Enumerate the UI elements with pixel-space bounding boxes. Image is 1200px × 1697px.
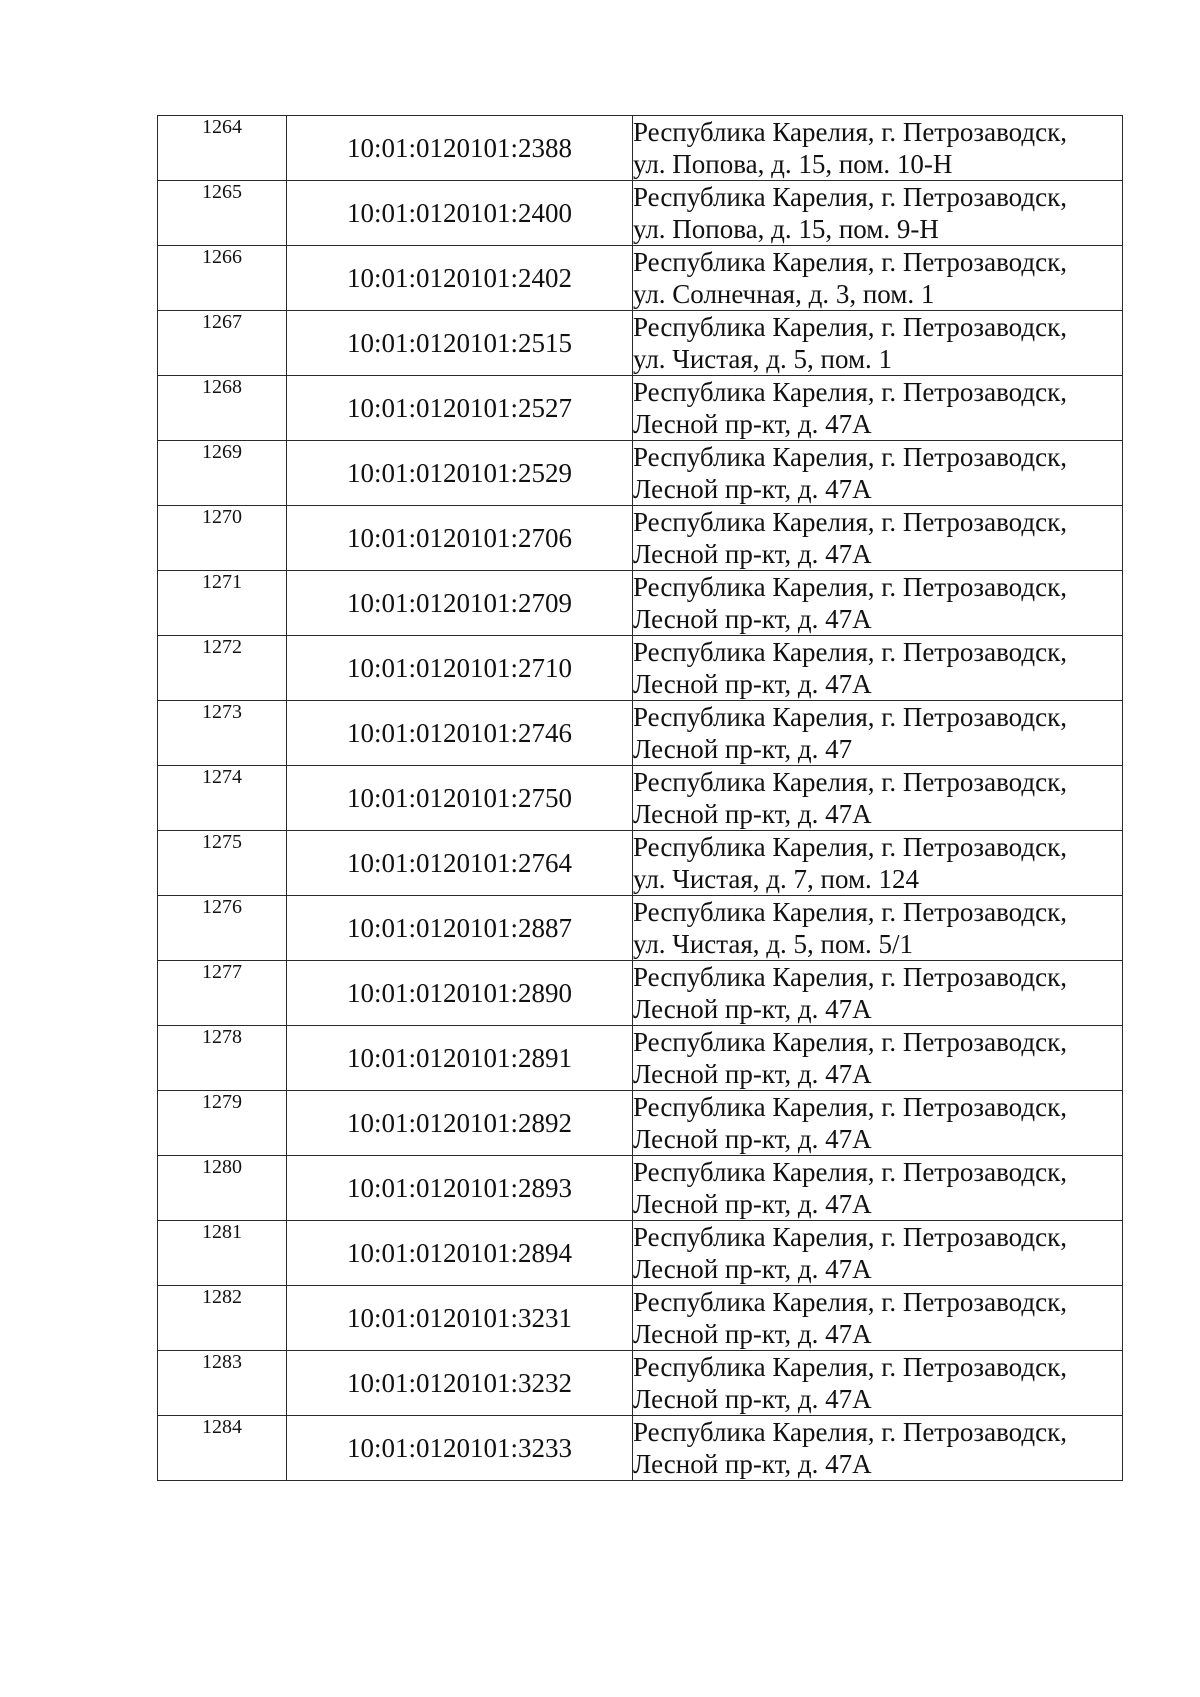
cadastral-number: 10:01:0120101:2892 (346, 1107, 572, 1138)
row-number: 1284 (202, 1416, 242, 1438)
row-number: 1268 (202, 376, 242, 398)
cadastral-number: 10:01:0120101:3231 (346, 1302, 572, 1333)
row-number-cell (158, 1026, 287, 1091)
cadastral-number-cell (287, 1416, 633, 1481)
cadastral-number-cell (287, 116, 633, 181)
address-cell (633, 831, 1123, 896)
cadastral-number-cell (287, 701, 633, 766)
address-line-1: Республика Карелия, г. Петрозаводск, (633, 1287, 1067, 1317)
row-number: 1272 (202, 636, 242, 658)
cadastral-number-cell (287, 1156, 633, 1221)
cadastral-number-cell (287, 766, 633, 831)
address-cell (633, 1351, 1123, 1416)
address-line-1: Республика Карелия, г. Петрозаводск, (633, 897, 1067, 927)
cadastral-number: 10:01:0120101:2527 (346, 392, 572, 423)
table-row (158, 701, 1123, 766)
row-number-cell (158, 1221, 287, 1286)
address-line-1: Республика Карелия, г. Петрозаводск, (633, 572, 1067, 602)
address-cell (633, 1091, 1123, 1156)
row-number: 1277 (202, 961, 242, 983)
address-cell (633, 181, 1123, 246)
cadastral-number-cell (287, 961, 633, 1026)
table-row (158, 311, 1123, 376)
row-number: 1283 (202, 1351, 242, 1373)
address-line-2: Лесной пр-кт, д. 47А (633, 1449, 872, 1479)
address-line-2: ул. Чистая, д. 5, пом. 1 (633, 344, 893, 374)
address-line-1: Республика Карелия, г. Петрозаводск, (633, 1352, 1067, 1382)
address-cell (633, 1286, 1123, 1351)
address-line-2: Лесной пр-кт, д. 47А (633, 1189, 872, 1219)
row-number: 1264 (202, 116, 242, 138)
cadastral-number-cell (287, 1221, 633, 1286)
address-cell (633, 311, 1123, 376)
address-cell (633, 1156, 1123, 1221)
address-line-1: Республика Карелия, г. Петрозаводск, (633, 1157, 1067, 1187)
address-line-1: Республика Карелия, г. Петрозаводск, (633, 1417, 1067, 1447)
table-row (158, 1026, 1123, 1091)
address-cell (633, 441, 1123, 506)
row-number: 1273 (202, 701, 242, 723)
row-number-cell (158, 1416, 287, 1481)
table-row (158, 961, 1123, 1026)
address-line-2: Лесной пр-кт, д. 47А (633, 1319, 872, 1349)
cadastral-number: 10:01:0120101:2388 (346, 132, 572, 163)
address-line-2: Лесной пр-кт, д. 47А (633, 799, 872, 829)
table-row (158, 181, 1123, 246)
cadastral-number-cell (287, 376, 633, 441)
table-row (158, 1156, 1123, 1221)
row-number-cell (158, 831, 287, 896)
row-number-cell (158, 636, 287, 701)
address-cell (633, 701, 1123, 766)
row-number-cell (158, 1351, 287, 1416)
address-line-1: Республика Карелия, г. Петрозаводск, (633, 377, 1067, 407)
address-line-1: Республика Карелия, г. Петрозаводск, (633, 312, 1067, 342)
address-line-1: Республика Карелия, г. Петрозаводск, (633, 702, 1067, 732)
address-line-2: Лесной пр-кт, д. 47А (633, 669, 872, 699)
address-cell (633, 246, 1123, 311)
address-line-2: Лесной пр-кт, д. 47А (633, 604, 872, 634)
row-number-cell (158, 116, 287, 181)
cadastral-number-cell (287, 506, 633, 571)
cadastral-number: 10:01:0120101:2893 (346, 1172, 572, 1203)
cadastral-number: 10:01:0120101:2402 (346, 262, 572, 293)
row-number: 1269 (202, 441, 242, 463)
address-line-2: ул. Попова, д. 15, пом. 9-Н (633, 214, 939, 244)
address-cell (633, 766, 1123, 831)
row-number: 1267 (202, 311, 242, 333)
table-row (158, 116, 1123, 181)
address-line-2: Лесной пр-кт, д. 47А (633, 1384, 872, 1414)
row-number-cell (158, 246, 287, 311)
cadastral-number-cell (287, 311, 633, 376)
table-row (158, 831, 1123, 896)
cadastral-number: 10:01:0120101:2894 (346, 1237, 572, 1268)
row-number: 1266 (202, 246, 242, 268)
address-line-2: ул. Чистая, д. 7, пом. 124 (633, 864, 920, 894)
table-row (158, 1091, 1123, 1156)
row-number: 1271 (202, 571, 242, 593)
row-number: 1275 (202, 831, 242, 853)
table-row (158, 441, 1123, 506)
address-line-1: Республика Карелия, г. Петрозаводск, (633, 1027, 1067, 1057)
address-line-2: Лесной пр-кт, д. 47А (633, 994, 872, 1024)
address-line-2: Лесной пр-кт, д. 47А (633, 474, 872, 504)
row-number: 1281 (202, 1221, 242, 1243)
row-number-cell (158, 1286, 287, 1351)
cadastral-number: 10:01:0120101:3233 (346, 1432, 572, 1463)
address-line-1: Республика Карелия, г. Петрозаводск, (633, 117, 1067, 147)
row-number-cell (158, 1091, 287, 1156)
address-cell (633, 896, 1123, 961)
table-row (158, 896, 1123, 961)
cadastral-number: 10:01:0120101:2400 (346, 197, 572, 228)
cadastral-number-cell (287, 1351, 633, 1416)
cadastral-number-cell (287, 636, 633, 701)
address-line-1: Республика Карелия, г. Петрозаводск, (633, 247, 1067, 277)
cadastral-number: 10:01:0120101:2890 (346, 977, 572, 1008)
cadastral-number: 10:01:0120101:2515 (346, 327, 572, 358)
row-number: 1274 (202, 766, 242, 788)
cadastral-number-cell (287, 1026, 633, 1091)
row-number-cell (158, 766, 287, 831)
cadastral-number: 10:01:0120101:2529 (346, 457, 572, 488)
table-row (158, 1221, 1123, 1286)
row-number-cell (158, 961, 287, 1026)
table-row (158, 1351, 1123, 1416)
address-cell (633, 636, 1123, 701)
cadastral-number-cell (287, 1091, 633, 1156)
address-line-2: Лесной пр-кт, д. 47А (633, 1254, 872, 1284)
table-row (158, 636, 1123, 701)
cadastral-number: 10:01:0120101:2764 (346, 847, 572, 878)
row-number: 1282 (202, 1286, 242, 1308)
cadastral-number-cell (287, 181, 633, 246)
cadastral-number: 10:01:0120101:2709 (346, 587, 572, 618)
address-line-1: Республика Карелия, г. Петрозаводск, (633, 182, 1067, 212)
address-cell (633, 376, 1123, 441)
cadastral-number: 10:01:0120101:2887 (346, 912, 572, 943)
cadastral-number: 10:01:0120101:2706 (346, 522, 572, 553)
cadastral-number-cell (287, 831, 633, 896)
address-cell (633, 571, 1123, 636)
table-row (158, 766, 1123, 831)
table-row (158, 571, 1123, 636)
cadastral-number-cell (287, 441, 633, 506)
row-number: 1278 (202, 1026, 242, 1048)
address-cell (633, 1221, 1123, 1286)
address-line-2: ул. Попова, д. 15, пом. 10-Н (633, 149, 953, 179)
address-line-1: Республика Карелия, г. Петрозаводск, (633, 767, 1067, 797)
address-line-2: Лесной пр-кт, д. 47А (633, 409, 872, 439)
address-line-2: ул. Солнечная, д. 3, пом. 1 (633, 279, 935, 309)
row-number-cell (158, 896, 287, 961)
table-row (158, 506, 1123, 571)
address-line-2: Лесной пр-кт, д. 47А (633, 539, 872, 569)
address-line-1: Республика Карелия, г. Петрозаводск, (633, 1092, 1067, 1122)
row-number-cell (158, 441, 287, 506)
row-number: 1276 (202, 896, 242, 918)
row-number-cell (158, 506, 287, 571)
cadastral-number: 10:01:0120101:2750 (346, 782, 572, 813)
cadastral-number: 10:01:0120101:2746 (346, 717, 572, 748)
address-cell (633, 961, 1123, 1026)
address-cell (633, 1416, 1123, 1481)
table-row (158, 376, 1123, 441)
cadastral-number: 10:01:0120101:2710 (346, 652, 572, 683)
address-cell (633, 1026, 1123, 1091)
table-row (158, 1416, 1123, 1481)
address-cell (633, 506, 1123, 571)
row-number-cell (158, 701, 287, 766)
row-number: 1270 (202, 506, 242, 528)
address-line-2: Лесной пр-кт, д. 47А (633, 1059, 872, 1089)
row-number: 1280 (202, 1156, 242, 1178)
address-line-2: Лесной пр-кт, д. 47 (633, 734, 853, 764)
address-line-2: Лесной пр-кт, д. 47А (633, 1124, 872, 1154)
row-number: 1265 (202, 181, 242, 203)
registry-table-body (158, 116, 1123, 1481)
address-line-1: Республика Карелия, г. Петрозаводск, (633, 1222, 1067, 1252)
row-number-cell (158, 376, 287, 441)
table-row (158, 1286, 1123, 1351)
row-number-cell (158, 311, 287, 376)
row-number-cell (158, 181, 287, 246)
row-number-cell (158, 1156, 287, 1221)
cadastral-number-cell (287, 246, 633, 311)
cadastral-number-cell (287, 896, 633, 961)
address-cell (633, 116, 1123, 181)
property-registry-table (157, 115, 1123, 1481)
row-number: 1279 (202, 1091, 242, 1113)
cadastral-number: 10:01:0120101:2891 (346, 1042, 572, 1073)
table-row (158, 246, 1123, 311)
address-line-1: Республика Карелия, г. Петрозаводск, (633, 832, 1067, 862)
address-line-1: Республика Карелия, г. Петрозаводск, (633, 962, 1067, 992)
address-line-1: Республика Карелия, г. Петрозаводск, (633, 507, 1067, 537)
cadastral-number-cell (287, 1286, 633, 1351)
cadastral-number: 10:01:0120101:3232 (346, 1367, 572, 1398)
address-line-2: ул. Чистая, д. 5, пом. 5/1 (633, 929, 914, 959)
cadastral-number-cell (287, 571, 633, 636)
row-number-cell (158, 571, 287, 636)
address-line-1: Республика Карелия, г. Петрозаводск, (633, 637, 1067, 667)
address-line-1: Республика Карелия, г. Петрозаводск, (633, 442, 1067, 472)
